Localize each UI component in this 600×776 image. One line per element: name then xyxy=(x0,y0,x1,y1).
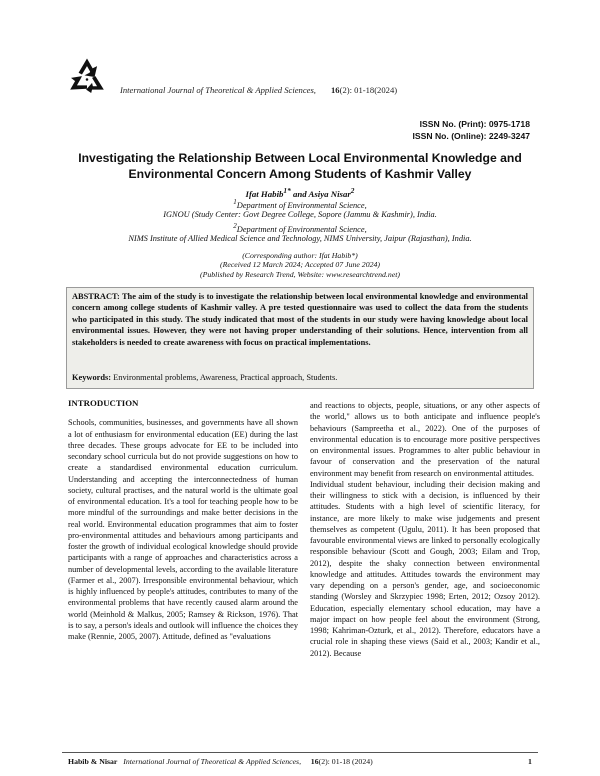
paragraph: and reactions to objects, people, situations, or any other aspects of the world," allows us to both anticipate and influence people's behaviours (Sampreetha et al., 2022). One of the purposes of environmental education is to encourage more positive perspectives on environmental issues. Programmes to alter public behaviour in favour of conservation and the preservation of the natural environment may benefit from research on environmental attitudes. xyxy=(310,401,540,478)
left-column xyxy=(68,398,298,642)
footer-issue-pages: (2): 01-18 (2024) xyxy=(318,757,373,766)
author-conjunction: and xyxy=(290,188,309,199)
affiliation-superscript: 2 xyxy=(233,222,237,230)
footer-journal: International Journal of Theoretical & Applied Sciences, xyxy=(123,757,302,766)
recycle-icon xyxy=(66,56,108,98)
keywords-text: Environmental problems, Awareness, Practical approach, Students. xyxy=(113,373,338,382)
journal-volume: 16 xyxy=(331,85,340,95)
keywords xyxy=(72,373,528,382)
keywords-label: Keywords: xyxy=(72,373,112,382)
paper-title: Investigating the Relationship Between Local Environmental Knowledge and Environmental Concern Among Students of Kashmir Valley xyxy=(78,151,522,181)
author-superscript: 2 xyxy=(350,186,355,195)
abstract xyxy=(72,291,528,348)
affiliation-department xyxy=(40,222,560,234)
author-name: Ifat Habib xyxy=(245,188,284,199)
publisher-line: (Published by Research Trend, Website: www.researchtrend.net) xyxy=(200,270,400,279)
journal-name: International Journal of Theoretical & Applied Sciences, xyxy=(120,85,316,95)
affiliation-superscript: 1 xyxy=(233,198,237,206)
affiliation-institution: NIMS Institute of Allied Medical Science and Technology, NIMS University, Jaipur (Rajasthan), India. xyxy=(128,234,472,243)
author-name: Asiya Nisar xyxy=(308,188,351,199)
affiliation-dept-text: Department of Environmental Science, xyxy=(236,224,367,234)
right-column xyxy=(310,400,540,659)
affiliation-institution: IGNOU (Study Center: Govt Degree College, Sopore (Jammu & Kashmir), India. xyxy=(163,210,437,219)
footer-divider xyxy=(62,752,538,753)
issn-online: ISSN No. (Online): 2249-3247 xyxy=(412,131,530,141)
footer-volume: 16 xyxy=(310,757,319,766)
author-list xyxy=(40,186,560,199)
footer-authors: Habib & Nisar xyxy=(68,757,118,766)
received-dates: (Received 12 March 2024; Accepted 07 June 2024) xyxy=(220,260,380,269)
paragraph: Individual student behaviour, including their decision making and their willingness to stick with a decision, is influenced by their attitudes. Students with a high level of scientific literacy, for instance, are more likely to make wise judgements and present themselves as competent (Ugulu, 2011). It has been proposed that favourable environmental views are linked to personally ecologically responsible behaviour (Scott and Gough, 2003; Eilam and Trop, 2012), despite the shaky connection between environmental knowledge and attitudes. Attitudes towards the environment may vary depending on a person's gender, age, and socioeconomic standing (Worsley and Skrzypiec 1998; Erten, 2012; Ozsoy 2012). Education, especially elementary school education, may have a major impact on how people feel about the environment (Strong, 1998; Kahriman-Ozturk, et al., 2012). Therefore, educators have a crucial role in shaping these views (Said et al., 2003; Kandir et al., 2012). Because xyxy=(310,479,540,658)
abstract-label: ABSTRACT: xyxy=(72,292,120,301)
footer xyxy=(68,757,373,766)
page-number: 1 xyxy=(528,757,532,766)
affiliation-dept-text: Department of Environmental Science, xyxy=(236,200,367,210)
journal-issue-pages: (2): 01-18(2024) xyxy=(339,85,398,95)
section-heading: INTRODUCTION xyxy=(68,398,139,408)
affiliation-department xyxy=(40,198,560,210)
author-superscript: 1* xyxy=(283,186,291,195)
issn-print: ISSN No. (Print): 0975-1718 xyxy=(419,119,530,129)
journal-header xyxy=(120,85,397,95)
abstract-text: The aim of the study is to investigate the relationship between local environmental knowledge and environmental concern among college students of Kashmir valley. A pre tested questionnaire was used to collect the data from the students who participated in this study. The study indicated that most of the students in our study were having knowledge about local environmental issues. However, they were not having proper understanding of their solutions. Hence, intervention from all stakeholders is needed to create awareness with focus on practical implementations. xyxy=(72,292,528,347)
paragraph: Schools, communities, businesses, and governments have all shown a lot of enthusiasm for environmental education (EE) during the last three decades. These groups advocate for EE to be included into secondary school curricula but do not provide suggestions on how to create a standardised environmental education curriculum. Understanding and accepting the interconnectedness of human society, cultural practises, and the natural world is the ultimate goal of environmental education. It's a tool for teaching people how to be more mindful of the surroundings and make better decisions in the real world. Environmental education programmes that aim to foster pro-environmental attitudes and behaviours among participants and foster the growth of individual ecological knowledge should provide participants with a range of approaches and characteristics across a number of developmental levels, according to the available literature (Farmer et al., 2007). Irresponsible environmental behaviour, which is highly influenced by people's attitudes, contributes to many of the environmental problems that have recently caused alarm around the world (Meinhold & Malkus, 2005; Ramsey & Rickson, 1976). That is to say, a person's ideals and outlook will influence the choices they make (Rennie, 2005, 2007). Attitude, defined as "evaluations xyxy=(68,418,298,641)
corresponding-author: (Corresponding author: Ifat Habib*) xyxy=(242,251,358,260)
